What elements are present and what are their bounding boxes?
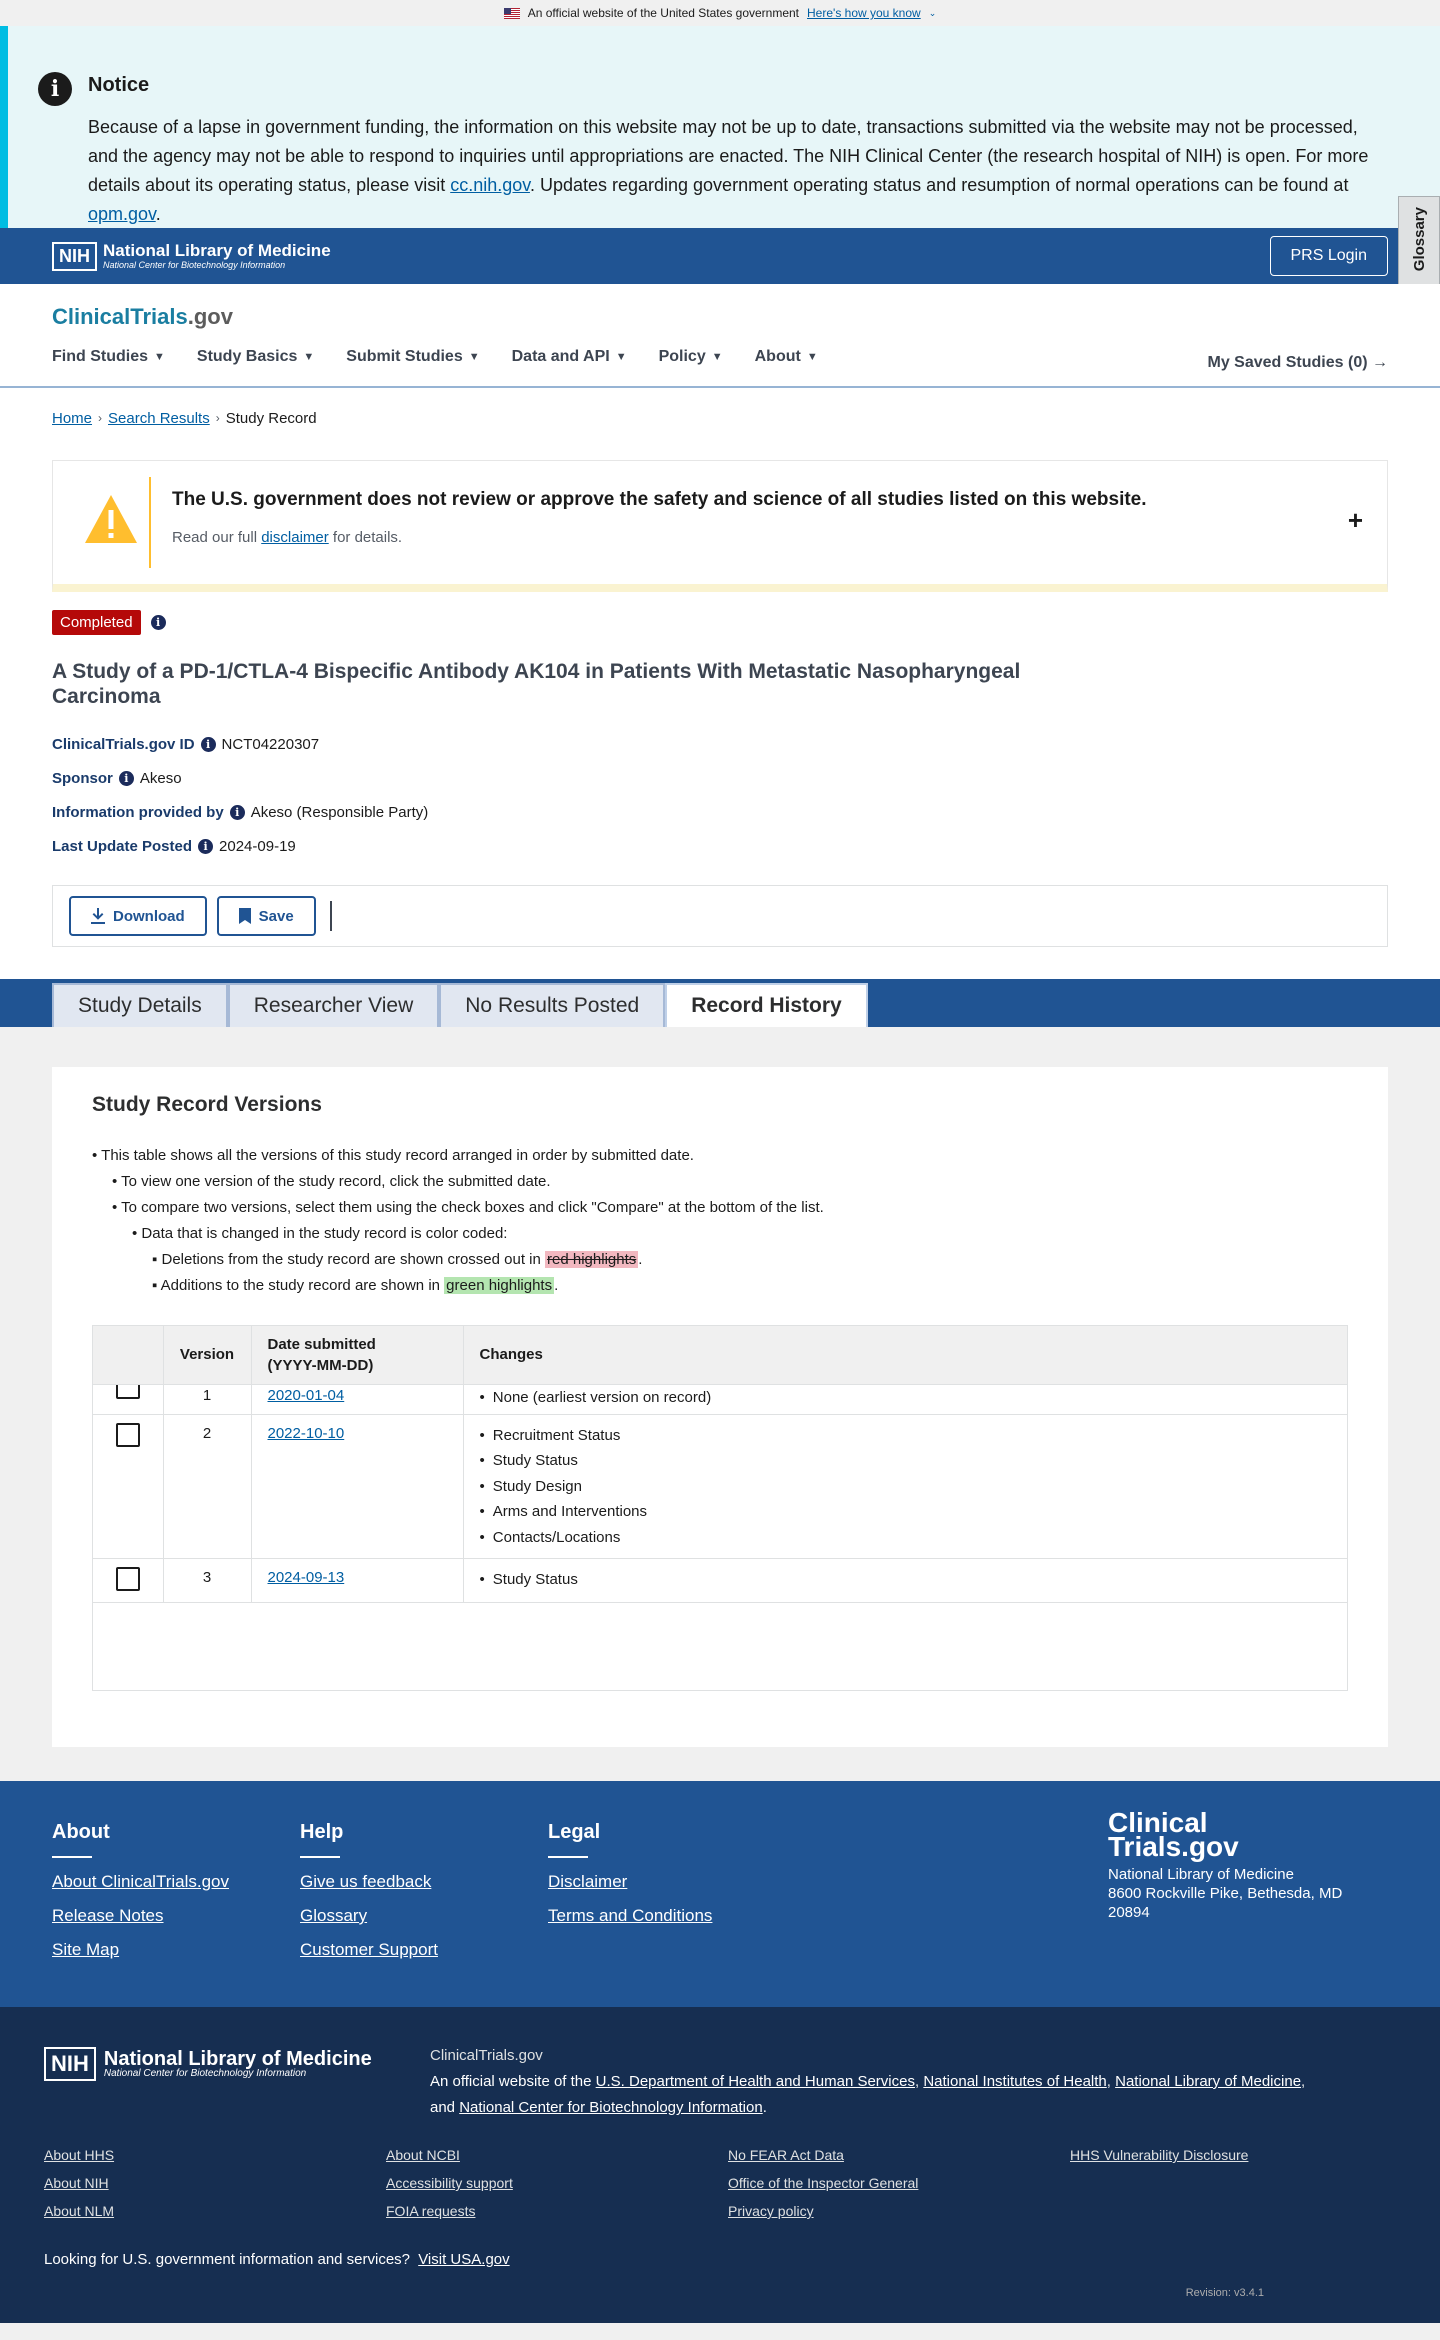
download-button[interactable]: Download (69, 896, 207, 936)
usa-gov-link[interactable]: Visit USA.gov (418, 2251, 510, 2268)
disclaimer-title: The U.S. government does not review or approve the safety and science of all studies listed on this website. (172, 489, 1147, 510)
chevron-down-icon: ⌄ (928, 7, 937, 18)
header-select (93, 1326, 163, 1384)
table-row: 2 2022-10-10 • Recruitment Status • Study Status • Study Design • Arms and Interventions • Contacts/Locations (93, 1414, 1347, 1559)
footer-legal: Legal Disclaimer Terms and Conditions (548, 1821, 713, 1925)
chevron-down-icon: ▼ (615, 351, 627, 363)
meta-provided-by: Information provided by i Akeso (Responsible Party) (52, 803, 429, 821)
nav-submit-studies[interactable]: Submit Studies ▼ (346, 348, 480, 365)
change-item: • Study Design (480, 1474, 1332, 1500)
site-header (0, 284, 1440, 388)
footer-link[interactable]: Give us feedback (300, 1872, 432, 1891)
study-tabs (0, 979, 1440, 1027)
record-history-panel (0, 1027, 1440, 1781)
version-checkbox[interactable] (116, 1567, 140, 1591)
gov-banner-text: An official website of the United States government (527, 6, 800, 20)
footer-link[interactable]: FOIA requests (386, 2203, 476, 2219)
nlm-footer-logo[interactable]: NIH National Library of Medicine National Center for Biotechnology Information (44, 2047, 372, 2081)
nav-data-api[interactable]: Data and API ▼ (511, 348, 627, 365)
nav-study-basics[interactable]: Study Basics ▼ (196, 348, 315, 365)
footer-link[interactable]: About ClinicalTrials.gov (52, 1872, 229, 1891)
notice-text: Because of a lapse in government funding, the information on this website may not be up to date, transactions submitted via the website may not be processed, and the agency may not be able to respond to inquiries until appropriations are enacted. The NIH Clinical Center (the research hospital of NIH) is open. For more details about its operating status, please visit cc.nih.gov. Updates regarding government operating status and resumption of normal operations can be found at opm.gov. (88, 117, 1369, 224)
expand-plus-icon[interactable]: + (1347, 505, 1363, 535)
change-item: • Contacts/Locations (480, 1525, 1332, 1551)
us-flag-icon (504, 8, 520, 19)
header-date: Date submitted (YYYY-MM-DD) (251, 1326, 463, 1384)
versions-card (52, 1067, 1388, 1747)
bookmark-icon (239, 908, 251, 924)
download-icon (91, 908, 105, 924)
header-changes: Changes (479, 1346, 543, 1364)
footer-ct-logo[interactable]: Clinical Trials.gov National Library of Medicine 8600 Rockville Pike, Bethesda, MD 20894 (1108, 1807, 1343, 1921)
footer-link[interactable]: Accessibility support (386, 2175, 513, 2191)
version-checkbox[interactable] (116, 1384, 140, 1399)
footer-help: Help Give us feedback Glossary Customer Support (300, 1821, 438, 1959)
chevron-right-icon: › (98, 411, 103, 425)
warning-icon (83, 493, 139, 545)
info-icon[interactable]: i (198, 839, 213, 854)
footer-address: National Library of Medicine 8600 Rockville Pike, Bethesda, MD 20894 (1108, 1866, 1343, 1921)
footer-link[interactable]: About NIH (44, 2175, 109, 2191)
footer-link[interactable]: No FEAR Act Data (728, 2147, 844, 2163)
footer-official-text: ClinicalTrials.gov An official website of the U.S. Department of Health and Human Services, National Institutes of Health, National Library of Medicine, and National Center for Biotechnology Information. (430, 2047, 1306, 2116)
disclaimer-link[interactable]: disclaimer (261, 529, 329, 546)
revision-text: Revision: v3.4.1 (1185, 2287, 1264, 2299)
tab-researcher-view[interactable]: Researcher View (228, 983, 440, 1027)
disclaimer-box (52, 460, 1388, 592)
tab-no-results-posted[interactable]: No Results Posted (439, 983, 665, 1027)
chevron-right-icon: › (215, 411, 220, 425)
header-version: Version (163, 1326, 251, 1384)
meta-sponsor: Sponsor i Akeso (52, 769, 182, 787)
disclaimer-divider (149, 477, 151, 568)
change-item: • Arms and Interventions (480, 1499, 1332, 1525)
ncbi-sub: National Center for Biotechnology Information (103, 260, 286, 270)
info-icon[interactable]: i (119, 771, 134, 786)
red-highlight-sample: red highlights (547, 1251, 637, 1268)
nav-policy[interactable]: Policy ▼ (658, 348, 723, 365)
chevron-down-icon: ▼ (711, 351, 723, 363)
footer-link[interactable]: Site Map (52, 1940, 120, 1959)
table-empty-row (93, 1603, 1347, 1677)
meta-last-update: Last Update Posted i 2024-09-19 (52, 837, 296, 855)
status-badge: Completed (52, 610, 141, 635)
action-bar (52, 885, 1388, 947)
change-item: • Study Status (480, 1567, 1332, 1593)
table-header-row (93, 1326, 1347, 1384)
usa-gov-prompt: Looking for U.S. government information and services? Visit USA.gov (44, 2251, 510, 2268)
footer-bottom-links (44, 2147, 1412, 2219)
change-item: • None (earliest version on record) (480, 1385, 1332, 1411)
version-checkbox[interactable] (116, 1423, 140, 1447)
glossary-label: Glossary (1410, 207, 1428, 272)
footer-link[interactable]: Release Notes (52, 1906, 164, 1925)
footer-link[interactable]: Privacy policy (728, 2203, 814, 2219)
footer-link[interactable]: Customer Support (300, 1940, 438, 1959)
nih-header (0, 228, 1440, 284)
nih-logo-box: NIH (52, 242, 97, 271)
main-nav (52, 348, 1388, 366)
notice-title: Notice (88, 74, 150, 96)
table-row: 3 2024-09-13 • Study Status (93, 1559, 1347, 1603)
prs-login-button[interactable]: PRS Login (1270, 236, 1389, 276)
footer-link[interactable]: Glossary (300, 1906, 368, 1925)
tab-study-details[interactable]: Study Details (52, 983, 228, 1027)
table-row: 1 2020-01-04 • None (earliest version on record) (93, 1384, 1347, 1414)
page-body (0, 388, 1440, 1781)
footer-link[interactable]: About HHS (44, 2147, 115, 2163)
info-icon[interactable]: i (201, 737, 216, 752)
versions-heading: Study Record Versions (92, 1093, 322, 1116)
study-title: A Study of a PD-1/CTLA-4 Bispecific Antibody AK104 in Patients With Metastatic Nasopharyngeal Carcinoma (52, 660, 1021, 708)
info-icon[interactable]: i (230, 805, 245, 820)
footer-link[interactable]: About NLM (44, 2203, 115, 2219)
action-separator (330, 901, 332, 931)
nav-find-studies[interactable]: Find Studies ▼ (52, 348, 165, 365)
chevron-down-icon: ▼ (303, 351, 315, 363)
version-date-link[interactable]: 2020-01-04 (267, 1386, 345, 1404)
breadcrumb-search-results[interactable]: Search Results (108, 409, 210, 427)
change-item: • Recruitment Status (480, 1423, 1332, 1449)
breadcrumb-current: Study Record (225, 409, 317, 427)
footer-top (0, 1781, 1440, 2007)
nav-about[interactable]: About ▼ (754, 348, 818, 365)
info-icon[interactable]: i (151, 615, 166, 630)
disclaimer-text: Read our full disclaimer for details. (172, 529, 403, 546)
versions-instructions: • This table shows all the versions of this study record arranged in order by submitted date. • To view one version of the study record, click the submitted date. • To compare two versions, select them using the check boxes and click "Compare" at the bottom of the list. • Data that is changed in the study record is color coded: ▪ Deletions from the study record are shown crossed out in red highlights . ▪ Additions to the study record are shown in green highlights . (92, 1147, 824, 1294)
chevron-down-icon: ▼ (154, 351, 165, 363)
footer-about: About About ClinicalTrials.gov Release Notes Site Map (52, 1821, 229, 1959)
study-meta (0, 709, 1440, 863)
save-button[interactable]: Save (217, 896, 316, 936)
my-saved-studies-link[interactable]: My Saved Studies (0) → (1207, 354, 1388, 371)
footer-link[interactable]: HHS Vulnerability Disclosure (1070, 2147, 1249, 2163)
footer-bottom (0, 2007, 1440, 2323)
clinicaltrials-logo[interactable]: ClinicalTrials.gov (52, 304, 233, 329)
gov-banner (0, 0, 1440, 26)
footer-link[interactable]: Terms and Conditions (548, 1906, 713, 1925)
version-date-link[interactable]: 2024-09-13 (267, 1569, 345, 1586)
footer-link[interactable]: About NCBI (386, 2147, 460, 2163)
funding-notice (0, 26, 1440, 228)
footer-link[interactable]: Disclaimer (548, 1872, 628, 1891)
status-row (0, 592, 1440, 635)
cc-nih-link[interactable]: cc.nih.gov (450, 175, 530, 195)
breadcrumb (0, 388, 1440, 448)
tab-record-history[interactable]: Record History (665, 983, 868, 1027)
footer-link[interactable]: Office of the Inspector General (728, 2175, 919, 2191)
info-icon: i (38, 72, 72, 106)
version-date-link[interactable]: 2022-10-10 (267, 1424, 345, 1442)
chevron-down-icon: ▼ (468, 351, 480, 363)
nlm-logo[interactable] (52, 242, 331, 271)
green-highlight-sample: green highlights (446, 1277, 553, 1294)
how-you-know-link[interactable]: Here's how you know (807, 6, 921, 20)
versions-table (92, 1325, 1348, 1691)
meta-id: ClinicalTrials.gov ID i NCT04220307 (52, 735, 320, 753)
breadcrumb-home[interactable]: Home (52, 409, 93, 427)
chevron-down-icon: ▼ (806, 351, 818, 363)
change-item: • Study Status (480, 1448, 1332, 1474)
nlm-name: National Library of Medicine (103, 241, 331, 260)
opm-link[interactable]: opm.gov (88, 204, 156, 224)
arrow-right-icon: → (1372, 354, 1388, 371)
